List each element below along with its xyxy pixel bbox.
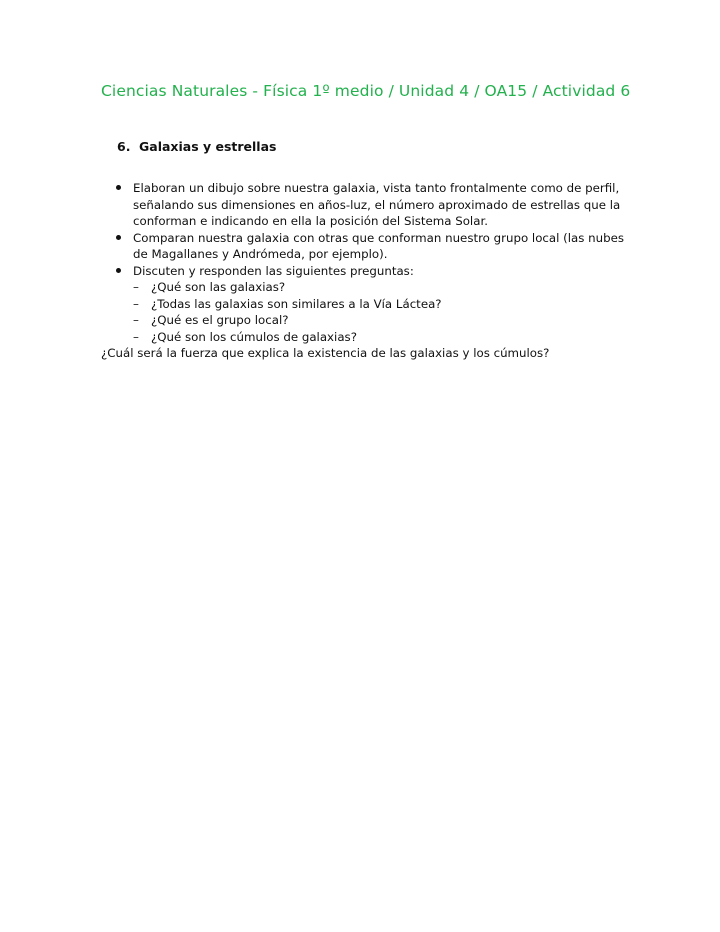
question-item: [133, 279, 626, 296]
activity-text: Comparan nuestra galaxia con otras que conforman nuestro grupo local (las nubes de Magallanes y Andrómeda, por ejemplo).: [133, 230, 625, 261]
question-text: ¿Qué es el grupo local?: [151, 313, 289, 327]
dash-icon: –: [133, 329, 139, 344]
bullet-icon: [116, 185, 121, 190]
activity-item: [116, 263, 626, 346]
question-text: ¿Qué son los cúmulos de galaxias?: [151, 329, 357, 344]
page-breadcrumb: Ciencias Naturales - Física 1º medio / Unidad 4 / OA15 / Actividad 6: [101, 82, 631, 100]
question-item: [133, 329, 626, 346]
activity-item: [116, 180, 626, 230]
bullet-icon: [116, 268, 121, 273]
question-item: [133, 312, 626, 329]
activity-text: Discuten y responden las siguientes preguntas:: [133, 263, 414, 278]
dash-icon: –: [133, 296, 139, 311]
section-heading: [117, 139, 276, 154]
question-item: [133, 296, 626, 313]
section-title: Galaxias y estrellas: [139, 139, 277, 154]
bullet-icon: [116, 235, 121, 240]
dash-icon: –: [133, 313, 139, 327]
activity-item: [116, 230, 626, 263]
question-text: ¿Todas las galaxias son similares a la Vía Láctea?: [151, 296, 442, 311]
activity-text: Elaboran un dibujo sobre nuestra galaxia, vista tanto frontalmente como de perfil, señalando sus dimensiones en años-luz, el número aproximado de estrellas que la conforman e indicando en ella la posición del Sistema Solar.: [133, 181, 621, 228]
question-list: [133, 279, 626, 345]
dash-icon: –: [133, 280, 139, 294]
question-text: ¿Qué son las galaxias?: [151, 280, 286, 294]
section-number: 6.: [117, 139, 131, 154]
activity-list: [116, 180, 626, 345]
closing-question: ¿Cuál será la fuerza que explica la existencia de las galaxias y los cúmulos?: [101, 346, 550, 360]
